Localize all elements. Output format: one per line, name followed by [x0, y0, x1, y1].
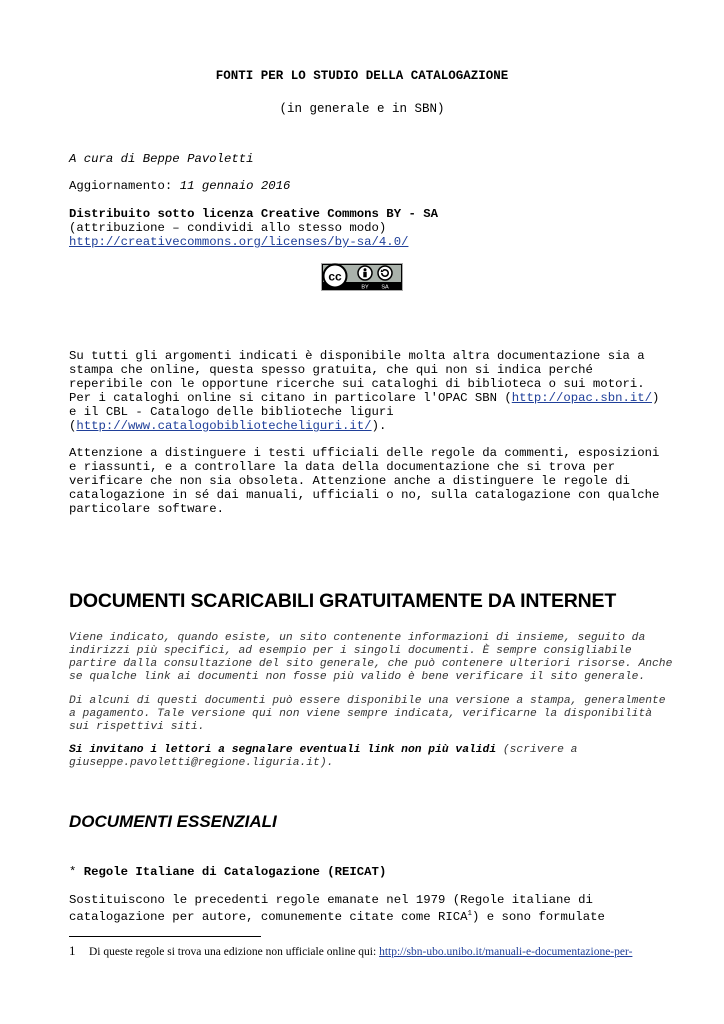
footnote-text: Di queste regole si trova una edizione non ufficiale online qui:: [89, 946, 380, 958]
intro-p1-line: reperibile con le opportune ricerche sui cataloghi di biblioteca o sui motori.: [69, 377, 645, 391]
report-links-line: [69, 744, 577, 757]
reicat-body-text: catalogazione per autore, comunemente citate come RICA: [69, 910, 468, 925]
intro-p2-line: catalogazione in sé dai manuali, ufficiali o no, sulla catalogazione con qualche: [69, 488, 660, 502]
curator-line: A cura di Beppe Pavoletti: [69, 152, 254, 166]
update-date: 11 gennaio 2016: [179, 179, 291, 193]
reicat-title: Regole Italiane di Catalogazione (REICAT): [83, 865, 387, 879]
reicat-body-line: [69, 907, 605, 924]
sa-label: SA: [381, 284, 389, 291]
report-links-request: Si invitano i lettori a segnalare eventuali link non più validi: [69, 744, 497, 756]
license-description: (attribuzione – condividi allo stesso modo): [69, 221, 387, 235]
license-link[interactable]: http://creativecommons.org/licenses/by-sa/4.0/: [69, 235, 409, 249]
update-label: Aggiornamento:: [69, 179, 180, 193]
cc-badge-graphic: [321, 263, 403, 291]
document-subtitle: (in generale e in SBN): [279, 102, 445, 116]
intro-p1-text: ): [651, 391, 660, 405]
section1-note-line: a pagamento. Tale versione qui non viene sempre indicata, verificarne la disponibilità: [69, 708, 653, 720]
license-title: Distribuito sotto licenza Creative Commons BY - SA: [69, 207, 438, 221]
section-heading-downloadable: DOCUMENTI SCARICABILI GRATUITAMENTE DA INTERNET: [69, 590, 617, 612]
intro-p1-line: stampa che online, questa spesso gratuita, che qui non si indica perché: [69, 363, 593, 377]
contact-email: giuseppe.pavoletti@regione.liguria.it).: [69, 757, 334, 769]
reicat-item-title: [69, 865, 386, 879]
intro-p1-line: e il CBL - Catalogo delle biblioteche liguri: [69, 405, 394, 419]
license-link-line: [69, 235, 408, 249]
footnote-link[interactable]: http://sbn-ubo.unibo.it/manuali-e-documentazione-per-: [379, 946, 633, 958]
reicat-body-text: ) e sono formulate: [472, 910, 605, 925]
reicat-body-line: Sostituiscono le precedenti regole emanate nel 1979 (Regole italiane di: [69, 893, 593, 907]
intro-p2-line: Attenzione a distinguere i testi ufficiali delle regole da commenti, esposizioni: [69, 446, 660, 460]
section1-note-line: Viene indicato, quando esiste, un sito contenente informazioni di insieme, seguito da: [69, 632, 646, 644]
intro-p1-line: Su tutti gli argomenti indicati è disponibile molta altra documentazione sia a: [69, 349, 645, 363]
section1-note-line: se qualche link ai documenti non fosse più valido è bene verificare il sito generale.: [69, 671, 646, 683]
opac-sbn-link[interactable]: http://opac.sbn.it/: [511, 391, 652, 405]
section1-note-line: sui rispettivi siti.: [69, 721, 205, 733]
footnote-number: 1: [69, 943, 76, 958]
section1-note-line: Di alcuni di questi documenti può essere disponibile una versione a stampa, generalmente: [69, 695, 666, 707]
bullet: *: [69, 865, 84, 879]
report-links-text: (scrivere a: [496, 744, 578, 756]
cc-icon-text: cc: [328, 269, 342, 284]
cc-by-sa-badge[interactable]: [321, 263, 403, 291]
document-title: FONTI PER LO STUDIO DELLA CATALOGAZIONE: [215, 69, 509, 83]
section-heading-essential: DOCUMENTI ESSENZIALI: [69, 812, 277, 831]
intro-p2-line: e riassunti, e a controllare la data della documentazione che si trova per: [69, 460, 616, 474]
update-line: [69, 179, 290, 193]
intro-p1-text: Per i cataloghi online si citano in particolare l'OPAC SBN (: [69, 391, 512, 405]
sa-share-icon: [378, 266, 392, 280]
section1-note-line: indirizzi più specifici, ad esempio per i singoli documenti. È sempre consigliabile: [69, 645, 632, 657]
intro-p1-line: [69, 419, 386, 433]
intro-p2-line: particolare software.: [69, 502, 224, 516]
footnote-ref[interactable]: 1: [467, 910, 472, 918]
cbl-link[interactable]: http://www.catalogobibliotecheliguri.it/: [76, 419, 372, 433]
footnote-separator: [69, 936, 261, 937]
by-label: BY: [361, 284, 369, 291]
intro-p2-line: verificare che non sia obsoleta. Attenzione anche a distinguere le regole di: [69, 474, 630, 488]
intro-p1-line: [69, 391, 659, 405]
section1-note-line: partire dalla consultazione del sito generale, che può contenere ulteriori risorse. Anche: [69, 658, 673, 670]
footnote: [69, 943, 632, 959]
intro-p1-text: (: [69, 419, 77, 433]
intro-p1-text: ).: [371, 419, 387, 433]
